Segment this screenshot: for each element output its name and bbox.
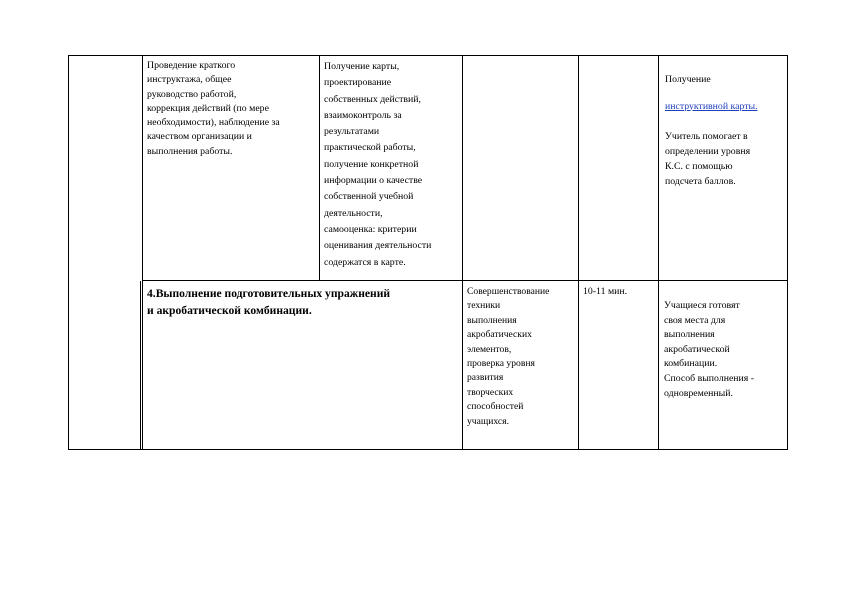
- col-divider-3: [462, 55, 463, 450]
- goal-cell: Совершенствование техники выполнения акробатических элементов, проверка уровня развития творческих способностей учащихся.: [467, 286, 550, 427]
- col-divider-1b: [140, 281, 141, 450]
- table-bottom-border: [68, 449, 788, 450]
- table-top-border: [68, 55, 788, 56]
- time-cell: 10-11 мин.: [583, 286, 628, 297]
- col-divider-1: [142, 55, 143, 450]
- teacher-activity-cell: Проведение краткого инструктажа, общее руководство работой, коррекция действий (по мере необходимости), наблюдение за качеством организации и выполнения работы.: [147, 60, 280, 157]
- row-divider: [142, 280, 788, 281]
- instruction-card-link[interactable]: инструктивной карты.: [665, 100, 758, 112]
- col-divider-2: [319, 55, 320, 281]
- organization-cell: Учащиеся готовят своя места для выполнения акробатической комбинации. Способ выполнения - одновременный.: [664, 300, 755, 399]
- notes-prefix: Получение: [665, 73, 711, 85]
- col-divider-5: [658, 55, 659, 450]
- notes-text: Учитель помогает в определении уровня К.С. с помощью подсчета баллов.: [665, 131, 751, 187]
- notes-cell: [665, 59, 785, 203]
- col-divider-4: [578, 55, 579, 450]
- section-heading: 4.Выполнение подготовительных упражнений и акробатической комбинации.: [147, 287, 391, 317]
- table-right-border: [787, 55, 788, 450]
- student-activity-cell: Получение карты, проектирование собственных действий, взаимоконтроль за результатами практической работы, получение конкретной информации о качестве собственной учебной деятельности, самооценка: критерии оценивания деятельности содержатся в карте.: [324, 61, 432, 268]
- table-left-border: [68, 55, 69, 450]
